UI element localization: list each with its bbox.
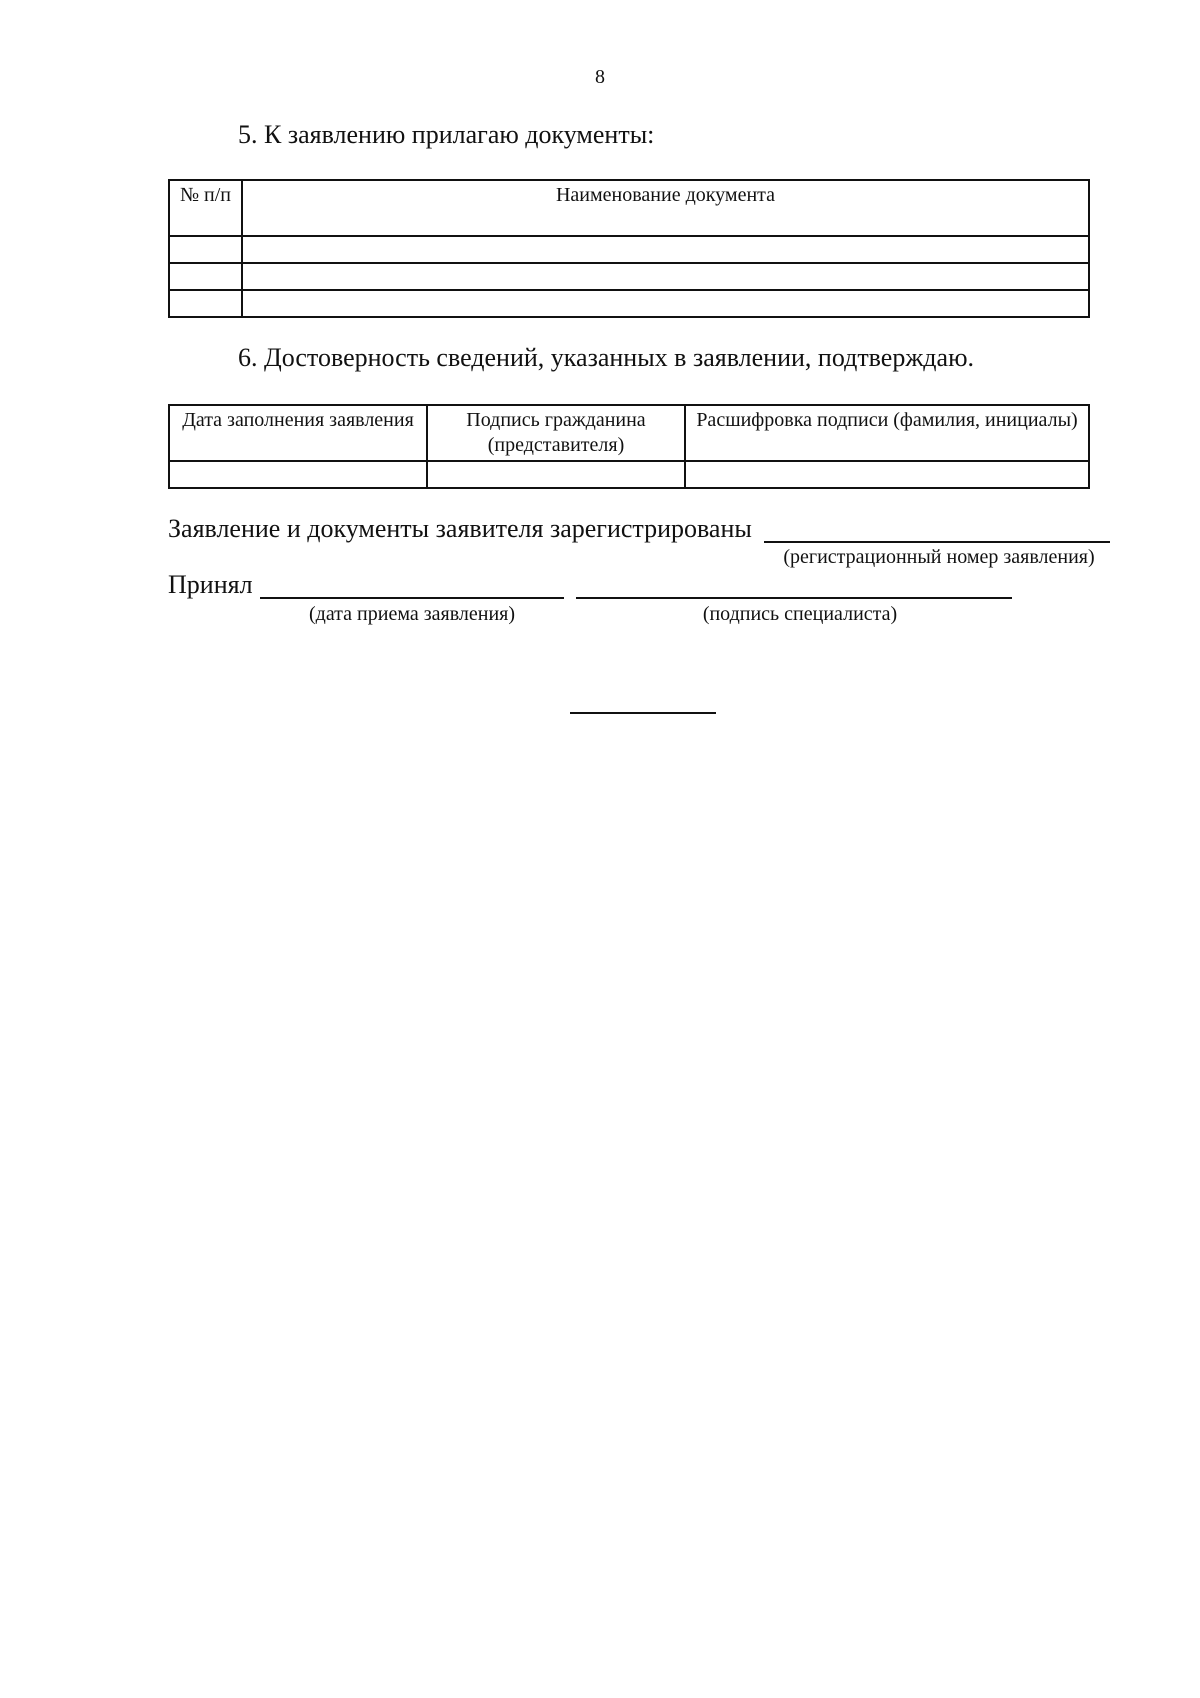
signature-transcript-cell[interactable]	[685, 461, 1089, 488]
registration-text: Заявление и документы заявителя зарегистрированы	[168, 514, 752, 543]
table-cell[interactable]	[242, 290, 1089, 317]
section-6-heading: 6. Достоверность сведений, указанных в заявлении, подтверждаю.	[238, 343, 974, 372]
page-number: 8	[595, 66, 605, 88]
table-cell[interactable]	[242, 236, 1089, 263]
table-header-row	[169, 180, 1089, 236]
column-header-citizen-signature: Подпись гражданина (представителя)	[427, 405, 685, 461]
attached-documents-table	[168, 179, 1090, 318]
registration-number-caption: (регистрационный номер заявления)	[783, 546, 1095, 568]
table-cell[interactable]	[169, 236, 242, 263]
column-header-document-name: Наименование документа	[242, 180, 1089, 236]
table-cell[interactable]	[169, 290, 242, 317]
specialist-signature-caption: (подпись специалиста)	[702, 603, 898, 625]
signature-cell[interactable]	[427, 461, 685, 488]
table-cell[interactable]	[169, 263, 242, 290]
table-row	[169, 290, 1089, 317]
accepted-label: Принял	[168, 570, 253, 599]
column-header-fill-date: Дата заполнения заявления	[169, 405, 427, 461]
acceptance-date-line[interactable]	[260, 597, 564, 599]
fill-date-cell[interactable]	[169, 461, 427, 488]
confirmation-table	[168, 404, 1090, 489]
table-row	[169, 263, 1089, 290]
registration-number-line[interactable]	[764, 541, 1110, 543]
acceptance-date-caption: (дата приема заявления)	[308, 603, 515, 625]
specialist-signature-line[interactable]	[576, 597, 1012, 599]
table-header-row	[169, 405, 1089, 461]
column-header-signature-transcript: Расшифровка подписи (фамилия, инициалы)	[685, 405, 1089, 461]
table-row	[169, 461, 1089, 488]
table-row	[169, 236, 1089, 263]
end-separator-line	[570, 712, 716, 714]
section-5-heading: 5. К заявлению прилагаю документы:	[238, 120, 655, 149]
table-cell[interactable]	[242, 263, 1089, 290]
column-header-number: № п/п	[169, 180, 242, 236]
